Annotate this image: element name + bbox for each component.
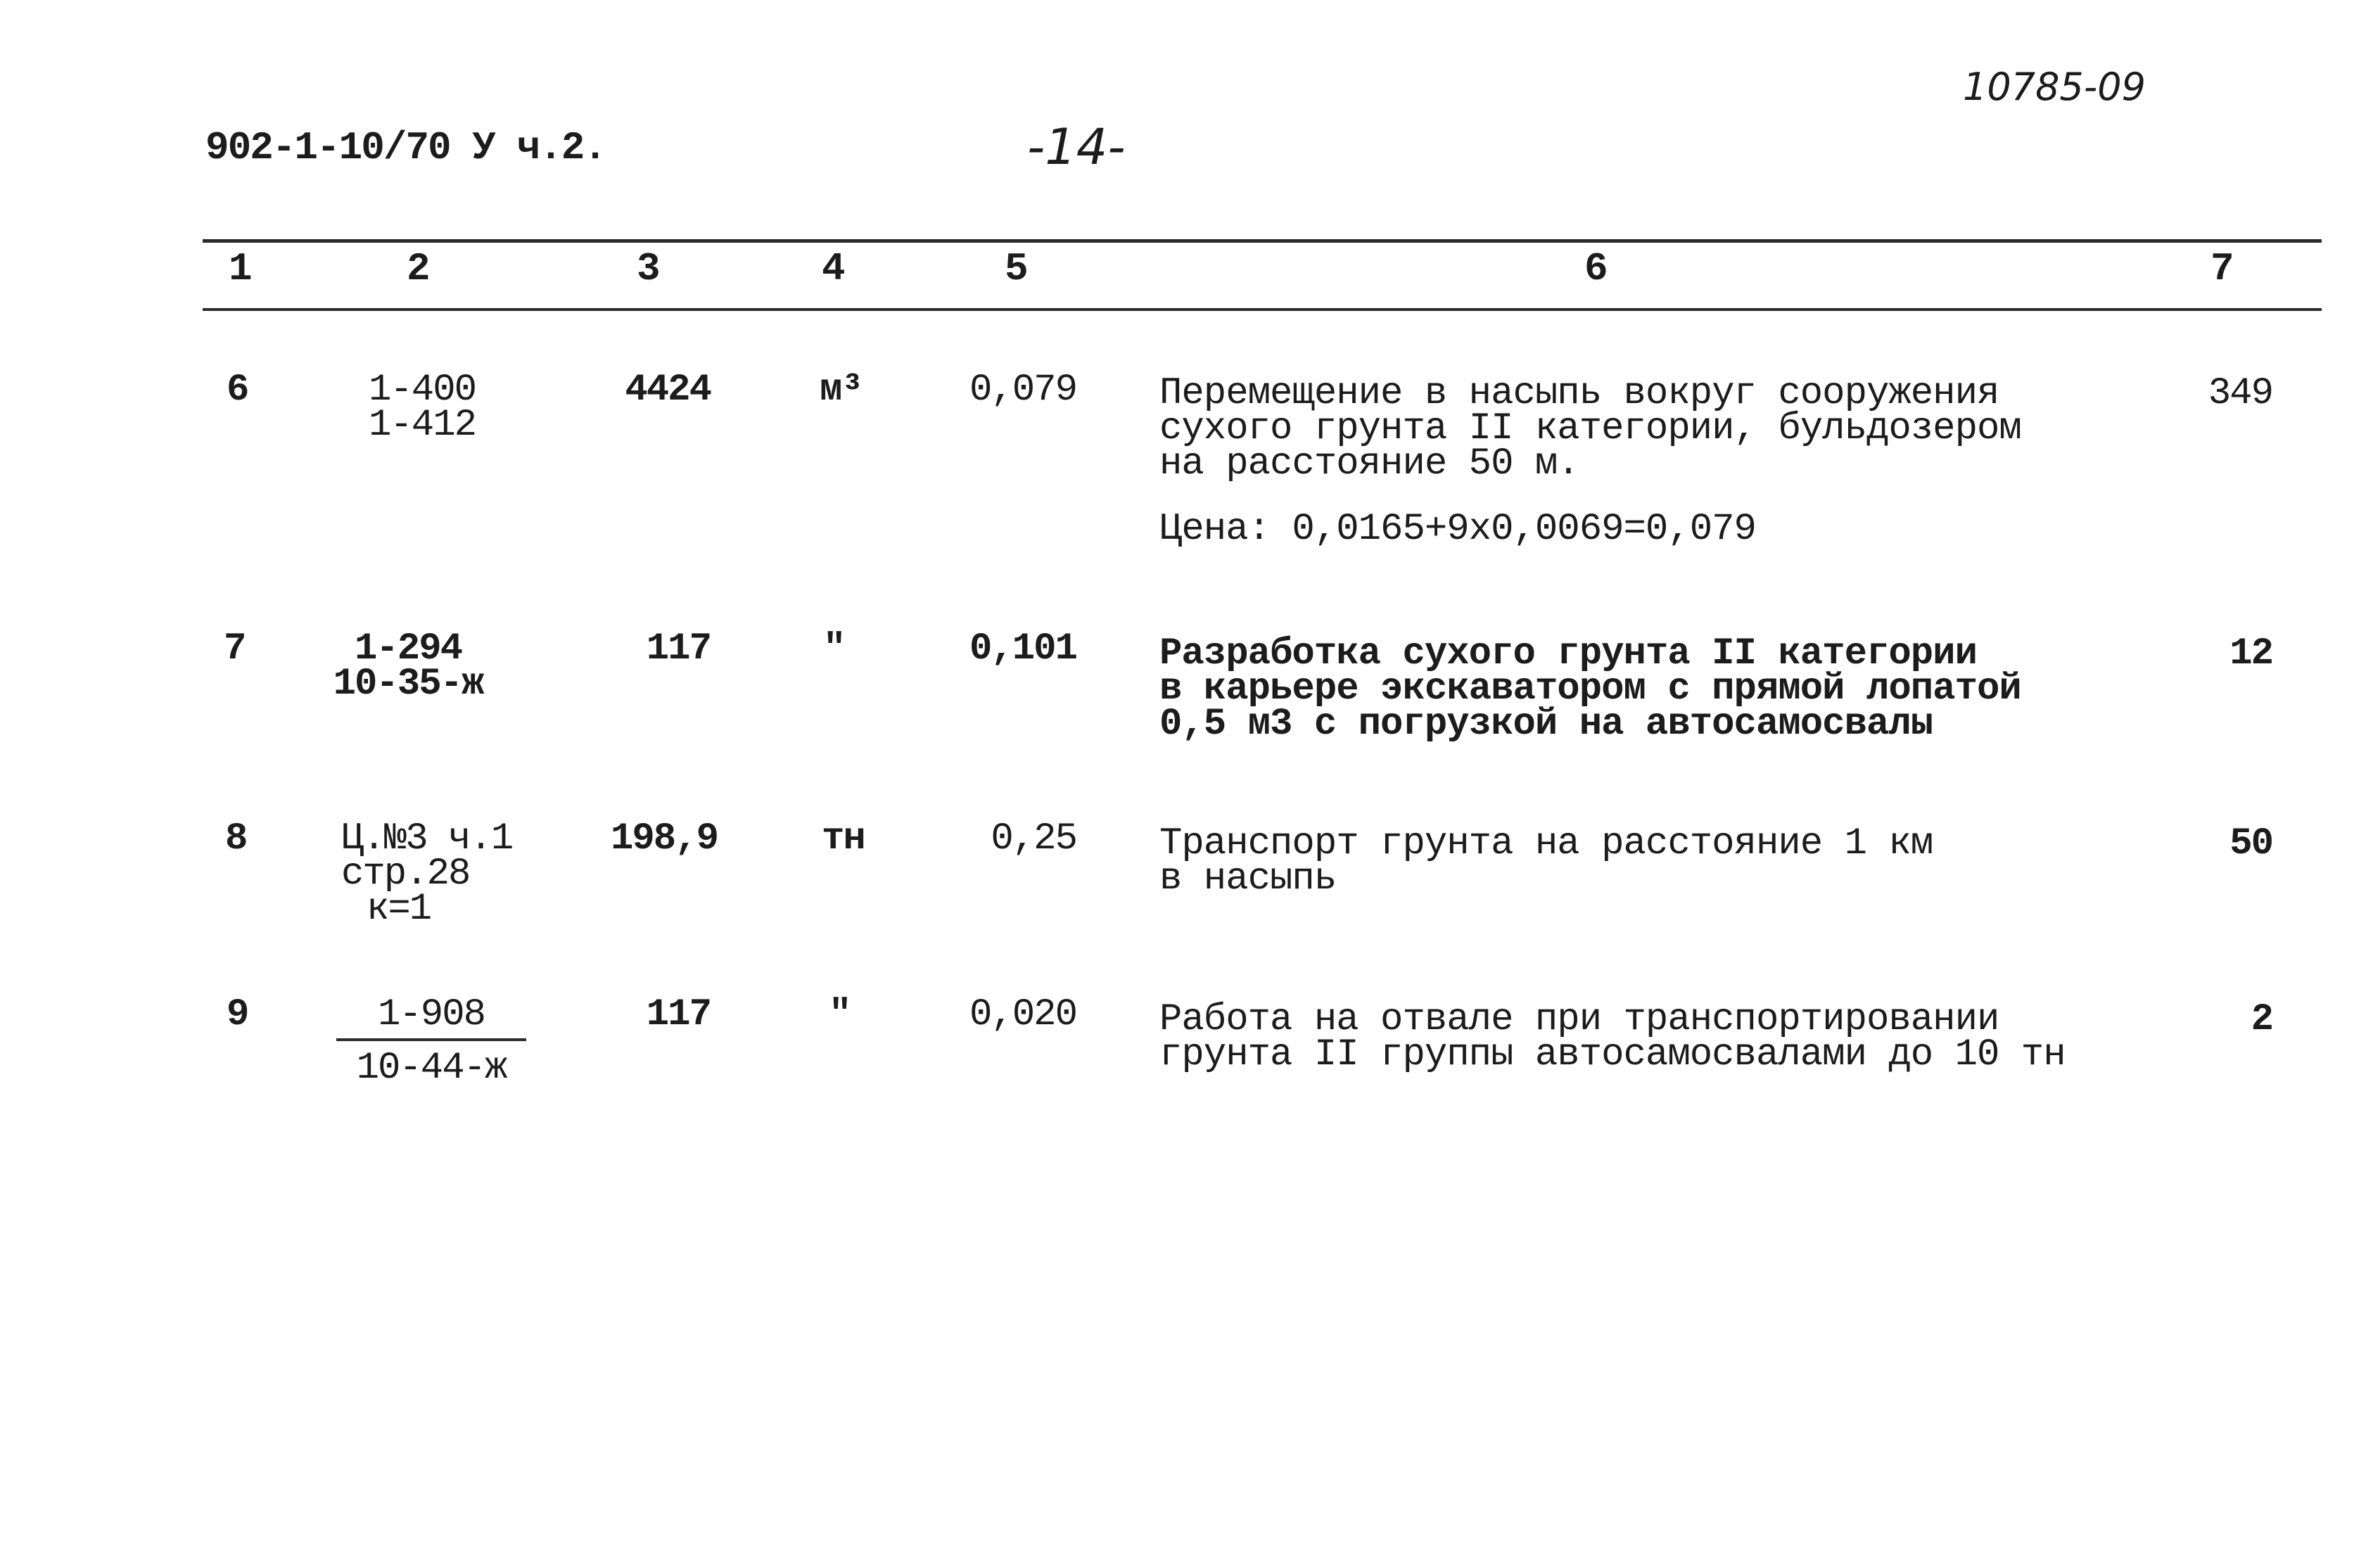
description-line: грунта II группы автосамосвалами до 10 тн — [1159, 1033, 2066, 1076]
row-number: 8 — [225, 817, 247, 860]
norm-code — [338, 369, 507, 447]
description-line: Разработка сухого грунта II категории — [1159, 632, 1977, 675]
quantity: 198,9 — [610, 817, 718, 860]
unit-price: 0,079 — [969, 369, 1076, 412]
description-line: в насыпь — [1159, 858, 1337, 900]
quantity: 117 — [646, 627, 711, 670]
column-header-4: 4 — [822, 246, 846, 291]
column-header-6: 6 — [1584, 246, 1608, 291]
description-line: Работа на отвале при транспортировании — [1159, 998, 1999, 1041]
norm-code-line: 10-44-ж — [356, 1047, 507, 1090]
description-line: на расстояние 50 м. — [1159, 442, 1579, 485]
unit: тн — [822, 817, 865, 860]
unit: " — [823, 627, 845, 670]
norm-code-line: 1-412 — [368, 404, 476, 447]
norm-code-line: 10-35-ж — [333, 663, 483, 706]
column-header-2: 2 — [407, 246, 431, 291]
row-number: 7 — [224, 627, 246, 670]
document-code: 902-1-10/70 У ч.2. — [205, 125, 606, 170]
column-header-1: 1 — [229, 246, 253, 291]
norm-code-line: стр.28 — [341, 853, 470, 895]
row-number: 9 — [227, 993, 248, 1036]
total: 12 — [2229, 632, 2272, 675]
description-line: сухого грунта II категории, бульдозером — [1159, 407, 2021, 450]
description — [1159, 998, 2066, 1076]
unit-price: 0,25 — [991, 817, 1076, 860]
archive-number: 10785-09 — [1963, 65, 2146, 109]
unit: м³ — [820, 369, 863, 412]
row-number: 6 — [227, 369, 248, 412]
norm-code — [310, 627, 507, 706]
column-header-3: 3 — [637, 246, 661, 291]
unit-price: 0,020 — [969, 993, 1076, 1036]
norm-code-line: 1-400 — [368, 369, 476, 412]
description — [1159, 822, 1933, 900]
description — [1159, 632, 2021, 746]
norm-code — [341, 817, 513, 931]
column-header-7: 7 — [2210, 246, 2234, 291]
description-line: 0,5 м3 с погрузкой на автосамосвалы — [1159, 703, 1933, 746]
description-line: в карьере экскаватором с прямой лопатой — [1159, 668, 2021, 710]
table-top-rule — [203, 239, 2322, 243]
price-calculation-note: Цена: 0,0165+9х0,0069=0,079 — [1159, 508, 1756, 551]
quantity: 4424 — [625, 369, 711, 412]
table-header-rule — [203, 308, 2322, 311]
column-header-5: 5 — [1005, 246, 1029, 291]
unit-price: 0,101 — [969, 627, 1076, 670]
total: 349 — [2208, 372, 2272, 415]
norm-code-line: 1-294 — [354, 627, 462, 670]
norm-code-line: Ц.№3 ч.1 — [341, 817, 513, 860]
norm-code-line: 1-908 — [336, 997, 526, 1041]
page-number: -14- — [1027, 118, 1126, 176]
total: 2 — [2251, 998, 2272, 1041]
norm-code-line: к=1 — [367, 888, 431, 931]
description-line: Транспорт грунта на расстояние 1 км — [1159, 822, 1933, 865]
total: 50 — [2229, 822, 2272, 865]
unit: " — [829, 993, 851, 1036]
norm-code — [336, 993, 526, 1090]
quantity: 117 — [646, 993, 711, 1036]
description — [1159, 372, 2021, 485]
description-line: Перемещение в насыпь вокруг сооружения — [1159, 372, 1999, 415]
